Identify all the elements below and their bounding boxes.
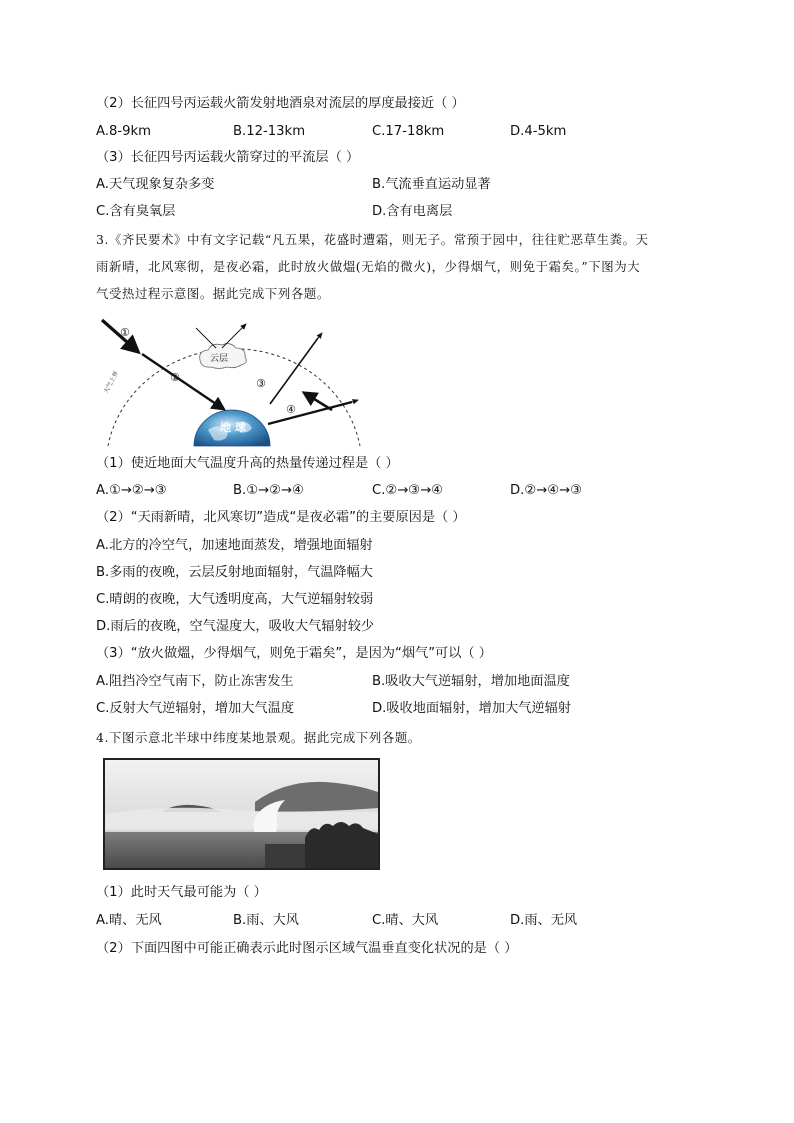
marker-3: ③ [256,377,266,390]
village [265,844,305,868]
q3-3-option-d: D.吸收地面辐射，增加大气逆辐射 [372,701,571,716]
q3-2-option-b: B.多雨的夜晚，云层反射地面辐射，气温降幅大 [96,565,373,580]
atmosphere-top-label: 大气上界 [102,370,121,395]
reflection-out-line [222,324,246,348]
q2-3-stem: （3）长征四号丙运载火箭穿过的平流层（ ） [96,150,360,165]
q4-1-option-d: D.雨、无风 [510,913,578,928]
q4-1-stem: （1）此时天气最可能为（ ） [96,885,267,900]
q4-2-stem: （2）下面四图中可能正确表示此时图示区域气温垂直变化状况的是（ ） [96,941,518,956]
q4-1-option-c: C.晴、大风 [372,913,439,928]
q2-3-option-a: A.天气现象复杂多变 [96,177,215,192]
q2-2-stem: （2）长征四号丙运载火箭发射地酒泉对流层的厚度最接近（ ） [96,96,465,111]
arrow-3 [270,338,318,404]
atmosphere-heating-diagram [96,314,366,450]
q3-1-option-b: B.①→②→④ [233,483,304,498]
earth-label: 地 球 [220,421,246,434]
q3-2-option-a: A.北方的冷空气，加速地面蒸发，增强地面辐射 [96,538,373,553]
marker-2: ② [170,371,180,384]
q3-1-option-c: C.②→③→④ [372,483,443,498]
cloud-label: 云层 [210,354,229,364]
arrow-3-head [318,333,322,338]
marker-4: ④ [286,403,296,416]
q2-2-option-d: D.4-5km [510,124,567,139]
q3-2-option-d: D.雨后的夜晚，空气湿度大，吸收大气辐射较少 [96,619,375,634]
q2-2-option-b: B.12-13km [233,124,306,139]
arrow-4-escape [352,400,358,402]
q4-1-option-b: B.雨、大风 [233,913,299,928]
q3-intro-line-3: 气受热过程示意图。据此完成下列各题。 [96,286,330,301]
q3-1-option-a: A.①→②→③ [96,483,167,498]
q4-intro: 4.下图示意北半球中纬度某地景观。据此完成下列各题。 [96,730,421,745]
q3-intro-line-1: 3.《齐民要术》中有文字记载“凡五果，花盛时遭霜，则无子。常预于园中，往往贮恶草生粪。天 [96,232,649,247]
q3-3-option-a: A.阻挡冷空气南下，防止冻害发生 [96,674,294,689]
q2-3-option-d: D.含有电离层 [372,204,453,219]
q3-3-option-b: B.吸收大气逆辐射，增加地面温度 [372,674,570,689]
q2-3-option-b: B.气流垂直运动显著 [372,177,491,192]
q2-2-option-c: C.17-18km [372,124,445,139]
arrow-4-line [268,402,352,424]
q3-3-stem: （3）“放火做熅，少得烟气，则免于霜矣”，是因为“烟气”可以（ ） [96,646,492,661]
q3-2-stem: （2）“天雨新晴，北风寒切”造成“是夜必霜”的主要原因是（ ） [96,510,466,525]
reflection-in-line [196,328,216,348]
q4-1-option-a: A.晴、无风 [96,913,162,928]
q3-1-stem: （1）使近地面大气温度升高的热量传递过程是（ ） [96,456,399,471]
q3-3-option-c: C.反射大气逆辐射，增加大气温度 [96,701,295,716]
q2-2-option-a: A.8-9km [96,124,152,139]
landscape-photo [103,758,380,870]
q3-2-option-c: C.晴朗的夜晚，大气透明度高，大气逆辐射较弱 [96,592,374,607]
marker-1: ① [120,326,130,339]
q3-intro-line-2: 雨新晴，北风寒彻，是夜必霜，此时放火做熅(无焰的微火)，少得烟气，则免于霜矣。”下图为大 [96,259,641,274]
q2-3-option-c: C.含有臭氧层 [96,204,176,219]
arrow-1 [102,320,136,350]
q3-1-option-d: D.②→④→③ [510,483,582,498]
arrow-4 [306,394,332,410]
